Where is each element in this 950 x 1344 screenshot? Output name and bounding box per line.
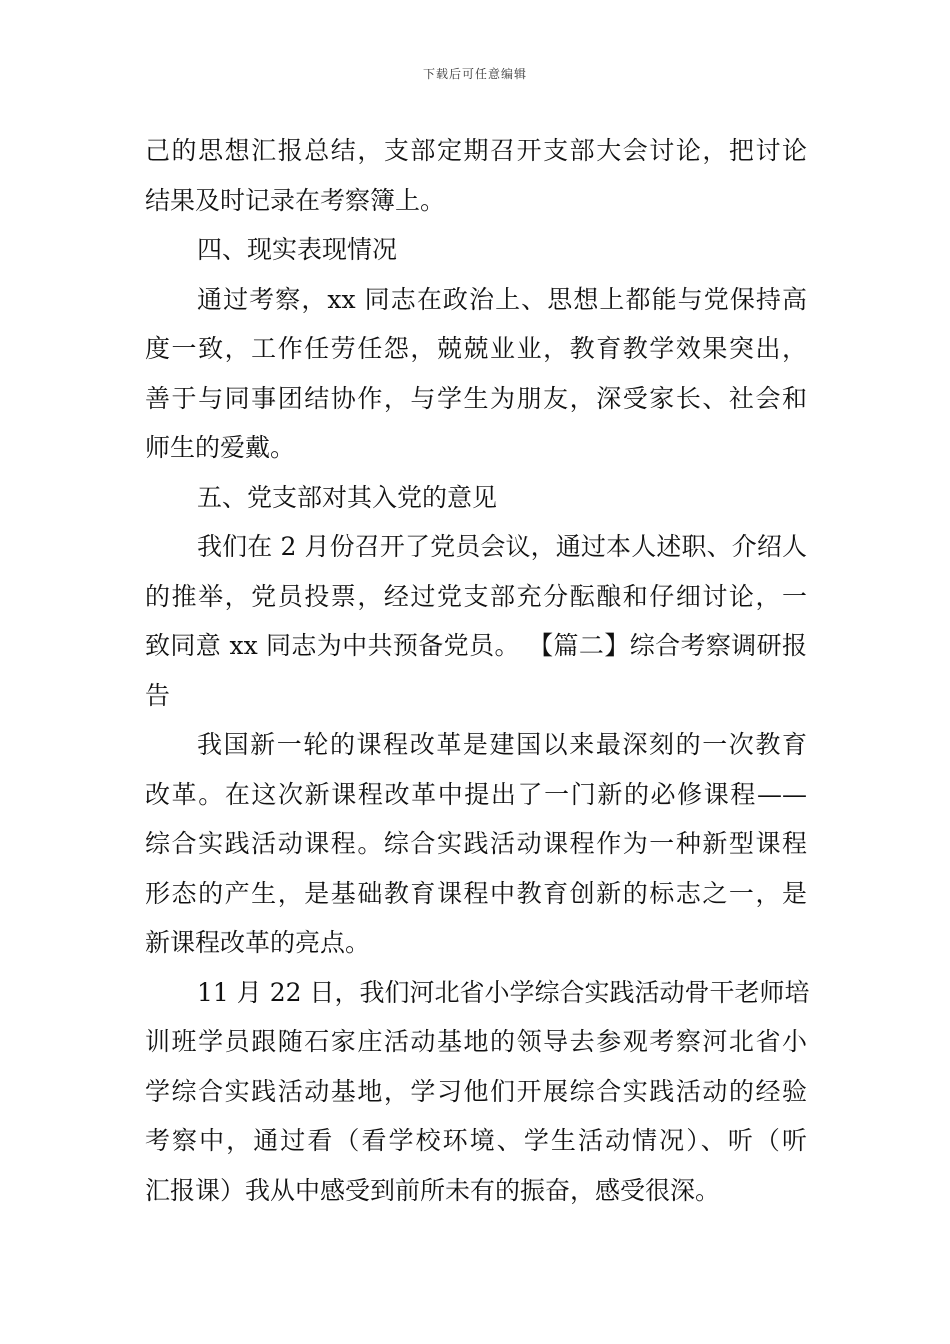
text-line: 度一致，工作任劳任怨，兢兢业业，教育教学效果突出， bbox=[145, 334, 807, 363]
text-line: 11 月 22 日，我们河北省小学综合实践活动骨干老师培 bbox=[197, 977, 810, 1007]
text-line: 四、现实表现情况 bbox=[197, 235, 398, 264]
text-line: 结果及时记录在考察簿上。 bbox=[145, 185, 446, 215]
text-line: 致同意 xx 同志为中共预备党员。 【篇二】综合考察调研报 bbox=[145, 631, 807, 660]
text-line: 新课程改革的亮点。 bbox=[145, 928, 371, 957]
text-line: 告 bbox=[145, 680, 171, 710]
text-line: 汇报课）我从中感受到前所未有的振奋，感受很深。 bbox=[145, 1175, 721, 1205]
text-line: 形态的产生，是基础教育课程中教育创新的标志之一，是 bbox=[145, 878, 807, 908]
text-line: 综合实践活动课程。综合实践活动课程作为一种新型课程 bbox=[145, 829, 807, 858]
text-line: 通过考察，xx 同志在政治上、思想上都能与党保持高 bbox=[197, 284, 807, 314]
text-line: 我们在 2 月份召开了党员会议，通过本人述职、介绍人 bbox=[197, 532, 807, 561]
text-line: 改革。在这次新课程改革中提出了一门新的必修课程—— bbox=[145, 779, 807, 809]
text-line: 训班学员跟随石家庄活动基地的领导去参观考察河北省小 bbox=[145, 1027, 807, 1056]
text-line: 的推举，党员投票，经过党支部充分酝酿和仔细讨论，一 bbox=[145, 581, 807, 611]
text-line: 五、党支部对其入党的意见 bbox=[197, 482, 498, 512]
document-body bbox=[145, 126, 810, 1215]
text-line: 善于与同事团结协作，与学生为朋友，深受家长、社会和 bbox=[145, 383, 807, 413]
text-line: 我国新一轮的课程改革是建国以来最深刻的一次教育 bbox=[197, 730, 807, 759]
text-line: 学综合实践活动基地，学习他们开展综合实践活动的经验 bbox=[145, 1076, 807, 1106]
text-line: 考察中，通过看（看学校环境、学生活动情况）、听（听 bbox=[145, 1126, 807, 1155]
text-line: 师生的爱戴。 bbox=[145, 433, 296, 462]
text-line: 己的思想汇报总结，支部定期召开支部大会讨论，把讨论 bbox=[145, 136, 807, 165]
page-header: 下载后可任意编辑 bbox=[422, 67, 527, 81]
